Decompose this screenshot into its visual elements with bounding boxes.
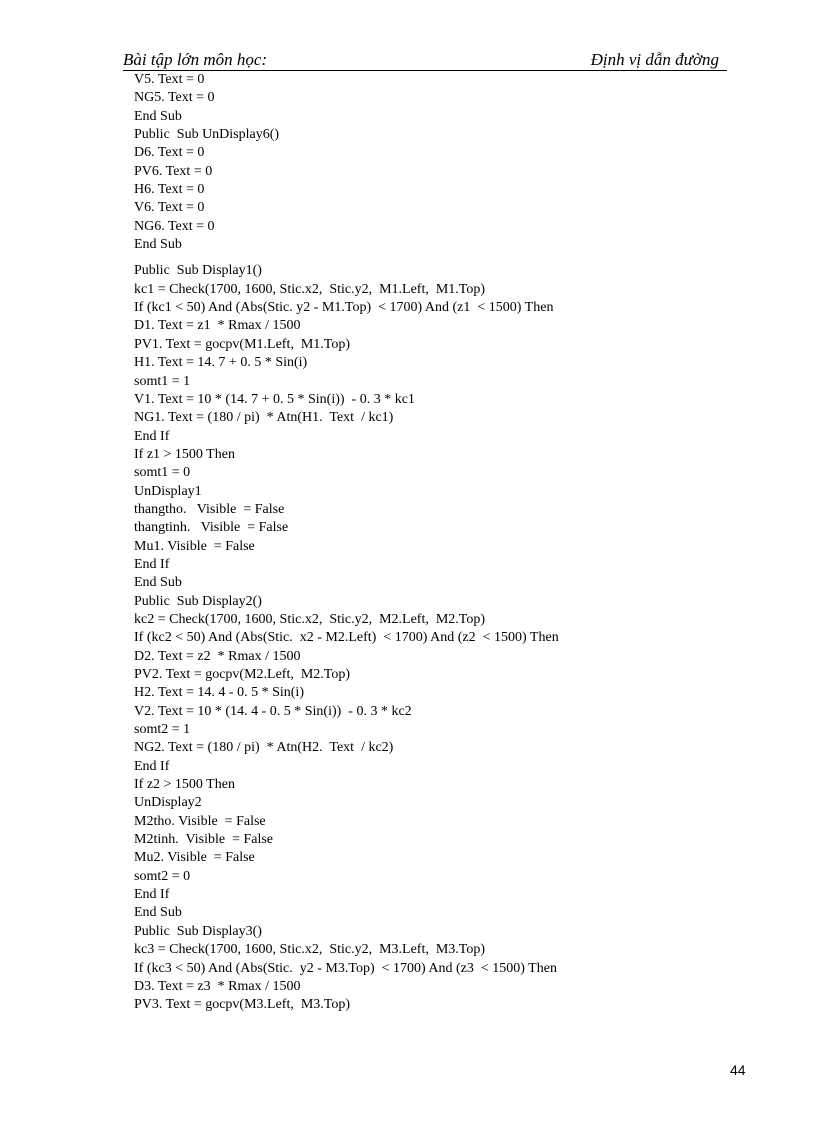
code-line: Public Sub Display3() xyxy=(134,923,262,939)
code-line: somt2 = 0 xyxy=(134,868,191,884)
code-line: NG1. Text = (180 / pi) * Atn(H1. Text / kc1) xyxy=(134,410,394,426)
code-line: D1. Text = z1 * Rmax / 1500 xyxy=(134,318,301,334)
code-line: somt1 = 1 xyxy=(134,373,191,389)
code-line: D3. Text = z3 * Rmax / 1500 xyxy=(134,978,301,994)
code-line: End Sub xyxy=(134,108,182,124)
code-line: somt2 = 1 xyxy=(134,722,191,738)
code-line: thangtinh. Visible = False xyxy=(134,520,289,536)
code-line: PV2. Text = gocpv(M2.Left, M2.Top) xyxy=(134,667,351,682)
code-line: D2. Text = z2 * Rmax / 1500 xyxy=(134,648,301,664)
code-line: M2tho. Visible = False xyxy=(134,813,266,829)
code-line: If z2 > 1500 Then xyxy=(134,777,235,793)
code-line: V1. Text = 10 * (14. 7 + 0. 5 * Sin(i)) - 0. 3 * kc1 xyxy=(134,391,415,407)
code-line: If z1 > 1500 Then xyxy=(134,446,235,462)
code-line: End Sub xyxy=(134,237,182,253)
header-course-title: Bài tập lớn môn học: xyxy=(123,50,268,69)
code-line: NG2. Text = (180 / pi) * Atn(H2. Text / kc2) xyxy=(134,740,394,756)
code-line: UnDisplay1 xyxy=(134,483,202,499)
code-line: D6. Text = 0 xyxy=(134,145,205,161)
code-line: End If xyxy=(134,758,170,774)
code-line: End If xyxy=(134,428,170,444)
code-line: If (kc2 < 50) And (Abs(Stic. x2 - M2.Left) < 1700) And (z2 < 1500) Then xyxy=(134,630,559,646)
code-line: If (kc1 < 50) And (Abs(Stic. y2 - M1.Top) < 1700) And (z1 < 1500) Then xyxy=(134,300,554,316)
code-line: Public Sub Display1() xyxy=(134,263,262,279)
code-line: V5. Text = 0 xyxy=(134,72,205,87)
code-line: Mu1. Visible = False xyxy=(134,538,255,554)
code-line: PV3. Text = gocpv(M3.Left, M3.Top) xyxy=(134,997,351,1013)
code-line: NG5. Text = 0 xyxy=(134,90,215,106)
code-line: H2. Text = 14. 4 - 0. 5 * Sin(i) xyxy=(134,685,304,701)
code-line: M2tinh. Visible = False xyxy=(134,832,274,848)
code-line: H1. Text = 14. 7 + 0. 5 * Sin(i) xyxy=(134,355,308,371)
code-line: If (kc3 < 50) And (Abs(Stic. y2 - M3.Top) < 1700) And (z3 < 1500) Then xyxy=(134,960,557,976)
code-line: End Sub xyxy=(134,905,182,921)
code-line xyxy=(134,254,754,262)
page-number: 44 xyxy=(730,1062,746,1078)
code-listing xyxy=(134,71,754,1015)
code-line: End If xyxy=(134,887,170,903)
code-line: UnDisplay2 xyxy=(134,795,202,811)
header-subject-title: Định vị dẫn đường xyxy=(590,50,719,69)
code-line: Mu2. Visible = False xyxy=(134,850,255,866)
code-line: PV1. Text = gocpv(M1.Left, M1.Top) xyxy=(134,336,351,352)
code-line: End If xyxy=(134,556,170,572)
code-line: kc1 = Check(1700, 1600, Stic.x2, Stic.y2, M1.Left, M1.Top) xyxy=(134,281,486,297)
code-line: kc3 = Check(1700, 1600, Stic.x2, Stic.y2, M3.Left, M3.Top) xyxy=(134,942,486,958)
code-line: PV6. Text = 0 xyxy=(134,163,213,179)
code-line: V2. Text = 10 * (14. 4 - 0. 5 * Sin(i)) - 0. 3 * kc2 xyxy=(134,703,412,719)
code-line: Public Sub Display2() xyxy=(134,593,262,609)
code-line: Public Sub UnDisplay6() xyxy=(134,127,280,143)
code-line: thangtho. Visible = False xyxy=(134,501,285,517)
code-line: V6. Text = 0 xyxy=(134,200,205,216)
code-line: H6. Text = 0 xyxy=(134,182,205,198)
code-line: NG6. Text = 0 xyxy=(134,218,215,234)
code-line: somt1 = 0 xyxy=(134,465,191,481)
page-header xyxy=(123,50,727,71)
code-line: kc2 = Check(1700, 1600, Stic.x2, Stic.y2, M2.Left, M2.Top) xyxy=(134,611,486,627)
code-line: End Sub xyxy=(134,575,182,591)
